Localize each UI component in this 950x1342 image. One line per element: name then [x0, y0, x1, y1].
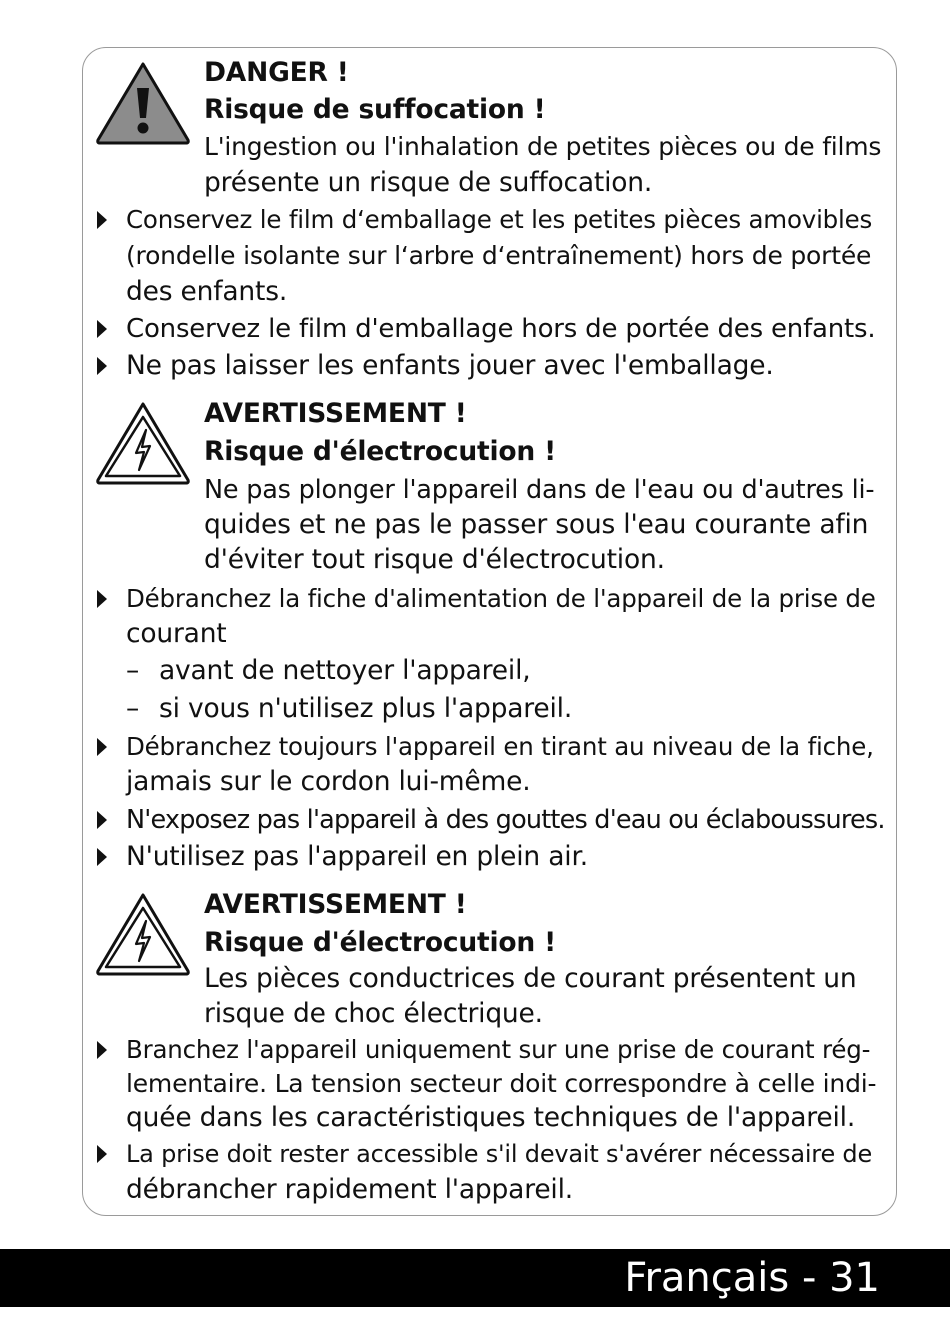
- bullet-text-line: des enfants.: [126, 276, 288, 307]
- bullet-text-line: Ne pas laisser les enfants jouer avec l'emballage.: [126, 350, 774, 381]
- bullet-text-line: Débranchez la fiche d'alimentation de l'appareil de la prise de: [126, 584, 876, 613]
- electric-shock-warning-icon: [94, 891, 192, 977]
- bullet-text-line: débrancher rapidement l'appareil.: [126, 1174, 573, 1205]
- section-subtitle: Risque d'électrocution !: [204, 436, 556, 467]
- sub-bullet-text: si vous n'utilisez plus l'appareil.: [159, 693, 573, 724]
- section-title: AVERTISSEMENT !: [204, 398, 467, 429]
- page-footer: [0, 1249, 950, 1307]
- bullet-text-line: jamais sur le cordon lui-même.: [126, 766, 531, 797]
- section-text-line: d'éviter tout risque d'électrocution.: [204, 544, 665, 575]
- section-text-line: risque de choc électrique.: [204, 998, 543, 1029]
- section-subtitle: Risque d'électrocution !: [204, 927, 556, 958]
- section-text-line: présente un risque de suffocation.: [204, 167, 653, 198]
- bullet-arrow-icon: [97, 738, 107, 756]
- section-text-line: Ne pas plonger l'appareil dans de l'eau ou d'autres li-: [204, 475, 875, 505]
- bullet-arrow-icon: [97, 811, 107, 829]
- bullet-arrow-icon: [97, 320, 107, 338]
- bullet-text-line: Conservez le film d'emballage hors de portée des enfants.: [126, 314, 876, 344]
- dash-marker: –: [126, 655, 140, 686]
- bullet-arrow-icon: [97, 1145, 107, 1163]
- bullet-arrow-icon: [97, 211, 107, 229]
- bullet-text-line: (rondelle isolante sur l‘arbre d‘entraînement) hors de portée: [126, 241, 872, 270]
- bullet-text-line: N'utilisez pas l'appareil en plein air.: [126, 841, 588, 872]
- bullet-text-line: Branchez l'appareil uniquement sur une prise de courant rég-: [126, 1035, 871, 1064]
- bullet-text-line: La prise doit rester accessible s'il devait s'avérer nécessaire de: [126, 1140, 873, 1168]
- section-title: DANGER !: [204, 57, 349, 88]
- danger-warning-icon: [94, 60, 192, 146]
- bullet-arrow-icon: [97, 848, 107, 866]
- electric-shock-warning-icon: [94, 400, 192, 486]
- bullet-text-line: Conservez le film d‘emballage et les petites pièces amovibles: [126, 205, 873, 234]
- sub-bullet-text: avant de nettoyer l'appareil,: [159, 655, 531, 686]
- section-text-line: Les pièces conductrices de courant présentent un: [204, 963, 857, 994]
- bullet-text-line: courant: [126, 618, 227, 649]
- section-subtitle: Risque de suffocation !: [204, 94, 546, 125]
- section-text-line: L'ingestion ou l'inhalation de petites pièces ou de films: [204, 132, 882, 161]
- bullet-text-line: lementaire. La tension secteur doit correspondre à celle indi-: [126, 1069, 877, 1098]
- section-title: AVERTISSEMENT !: [204, 889, 467, 920]
- bullet-arrow-icon: [97, 1041, 107, 1059]
- dash-marker: –: [126, 693, 140, 724]
- page-number-label: Français - 31: [624, 1255, 880, 1301]
- bullet-text-line: quée dans les caractéristiques techniques de l'appareil.: [126, 1102, 856, 1133]
- bullet-text-line: Débranchez toujours l'appareil en tirant au niveau de la fiche,: [126, 732, 874, 761]
- bullet-arrow-icon: [97, 590, 107, 608]
- bullet-text-line: N'exposez pas l'appareil à des gouttes d'eau ou éclaboussures.: [126, 805, 885, 835]
- bullet-arrow-icon: [97, 357, 107, 375]
- section-text-line: quides et ne pas le passer sous l'eau courante afin: [204, 509, 869, 540]
